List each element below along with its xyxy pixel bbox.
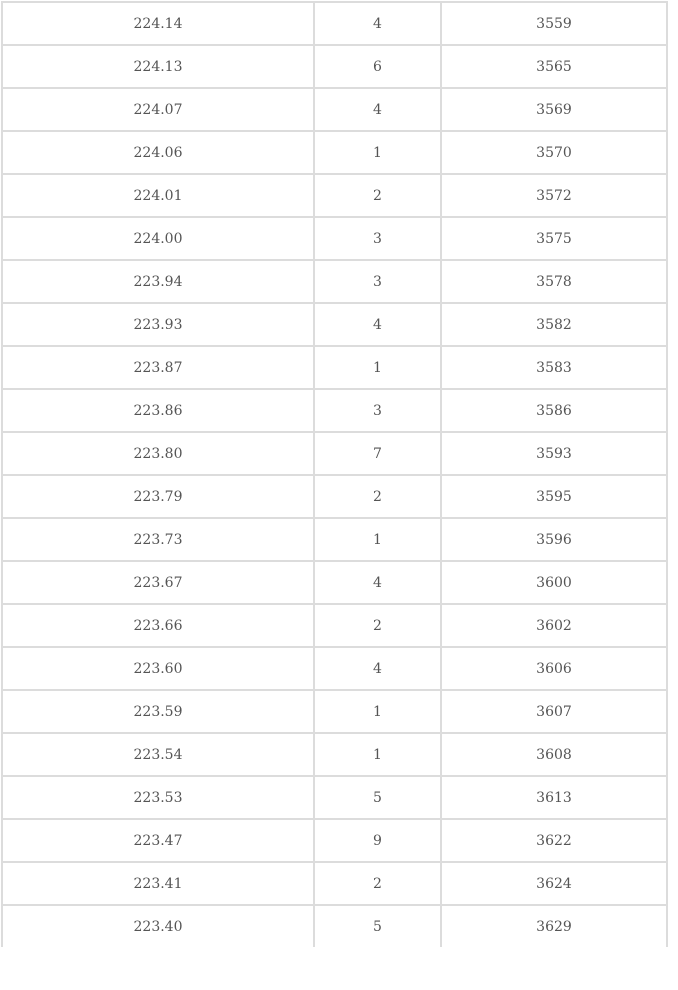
count-cell: 1 — [314, 131, 441, 174]
cumulative-cell: 3583 — [441, 346, 667, 389]
table-row — [2, 776, 667, 819]
score-cell: 223.67 — [2, 561, 314, 604]
score-cell: 223.73 — [2, 518, 314, 561]
table-body — [2, 2, 667, 947]
count-cell: 3 — [314, 389, 441, 432]
cumulative-cell: 3578 — [441, 260, 667, 303]
table-row — [2, 561, 667, 604]
count-cell: 9 — [314, 819, 441, 862]
cumulative-cell: 3582 — [441, 303, 667, 346]
count-cell: 2 — [314, 862, 441, 905]
score-cell: 223.87 — [2, 346, 314, 389]
score-cell: 223.53 — [2, 776, 314, 819]
score-cell: 223.94 — [2, 260, 314, 303]
score-cell: 224.06 — [2, 131, 314, 174]
cumulative-cell: 3607 — [441, 690, 667, 733]
score-cell: 223.80 — [2, 432, 314, 475]
cumulative-cell: 3570 — [441, 131, 667, 174]
table-row — [2, 260, 667, 303]
table-row — [2, 174, 667, 217]
table-row — [2, 346, 667, 389]
cumulative-cell: 3575 — [441, 217, 667, 260]
count-cell: 5 — [314, 776, 441, 819]
cumulative-cell: 3559 — [441, 2, 667, 45]
count-cell: 4 — [314, 303, 441, 346]
score-cell: 223.93 — [2, 303, 314, 346]
table-row — [2, 862, 667, 905]
cumulative-cell: 3622 — [441, 819, 667, 862]
score-cell: 224.13 — [2, 45, 314, 88]
count-cell: 2 — [314, 475, 441, 518]
count-cell: 6 — [314, 45, 441, 88]
table-row — [2, 389, 667, 432]
score-cell: 223.59 — [2, 690, 314, 733]
cumulative-cell: 3586 — [441, 389, 667, 432]
score-cell: 224.07 — [2, 88, 314, 131]
table-row — [2, 905, 667, 947]
table-row — [2, 518, 667, 561]
count-cell: 1 — [314, 346, 441, 389]
count-cell: 4 — [314, 2, 441, 45]
cumulative-cell: 3595 — [441, 475, 667, 518]
cumulative-cell: 3565 — [441, 45, 667, 88]
score-cell: 223.79 — [2, 475, 314, 518]
count-cell: 2 — [314, 604, 441, 647]
count-cell: 2 — [314, 174, 441, 217]
cumulative-cell: 3602 — [441, 604, 667, 647]
count-cell: 4 — [314, 88, 441, 131]
score-cell: 224.14 — [2, 2, 314, 45]
cumulative-cell: 3593 — [441, 432, 667, 475]
score-cell: 223.66 — [2, 604, 314, 647]
score-cell: 223.86 — [2, 389, 314, 432]
count-cell: 3 — [314, 260, 441, 303]
score-cell: 224.00 — [2, 217, 314, 260]
table-row — [2, 647, 667, 690]
table-row — [2, 2, 667, 45]
cumulative-cell: 3572 — [441, 174, 667, 217]
table-row — [2, 604, 667, 647]
cumulative-cell: 3624 — [441, 862, 667, 905]
cumulative-cell: 3606 — [441, 647, 667, 690]
table-row — [2, 690, 667, 733]
table-row — [2, 217, 667, 260]
count-cell: 4 — [314, 561, 441, 604]
cumulative-cell: 3569 — [441, 88, 667, 131]
cumulative-cell: 3613 — [441, 776, 667, 819]
score-distribution-table — [1, 1, 668, 947]
count-cell: 4 — [314, 647, 441, 690]
table-row — [2, 475, 667, 518]
count-cell: 1 — [314, 690, 441, 733]
count-cell: 7 — [314, 432, 441, 475]
table-row — [2, 45, 667, 88]
cumulative-cell: 3629 — [441, 905, 667, 947]
table-row — [2, 733, 667, 776]
table-row — [2, 819, 667, 862]
cumulative-cell: 3596 — [441, 518, 667, 561]
score-cell: 224.01 — [2, 174, 314, 217]
score-cell: 223.40 — [2, 905, 314, 947]
count-cell: 1 — [314, 733, 441, 776]
score-cell: 223.54 — [2, 733, 314, 776]
table-row — [2, 131, 667, 174]
score-cell: 223.41 — [2, 862, 314, 905]
cumulative-cell: 3600 — [441, 561, 667, 604]
cumulative-cell: 3608 — [441, 733, 667, 776]
count-cell: 5 — [314, 905, 441, 947]
score-cell: 223.47 — [2, 819, 314, 862]
table-row — [2, 432, 667, 475]
table-row — [2, 303, 667, 346]
score-cell: 223.60 — [2, 647, 314, 690]
count-cell: 3 — [314, 217, 441, 260]
count-cell: 1 — [314, 518, 441, 561]
table-row — [2, 88, 667, 131]
